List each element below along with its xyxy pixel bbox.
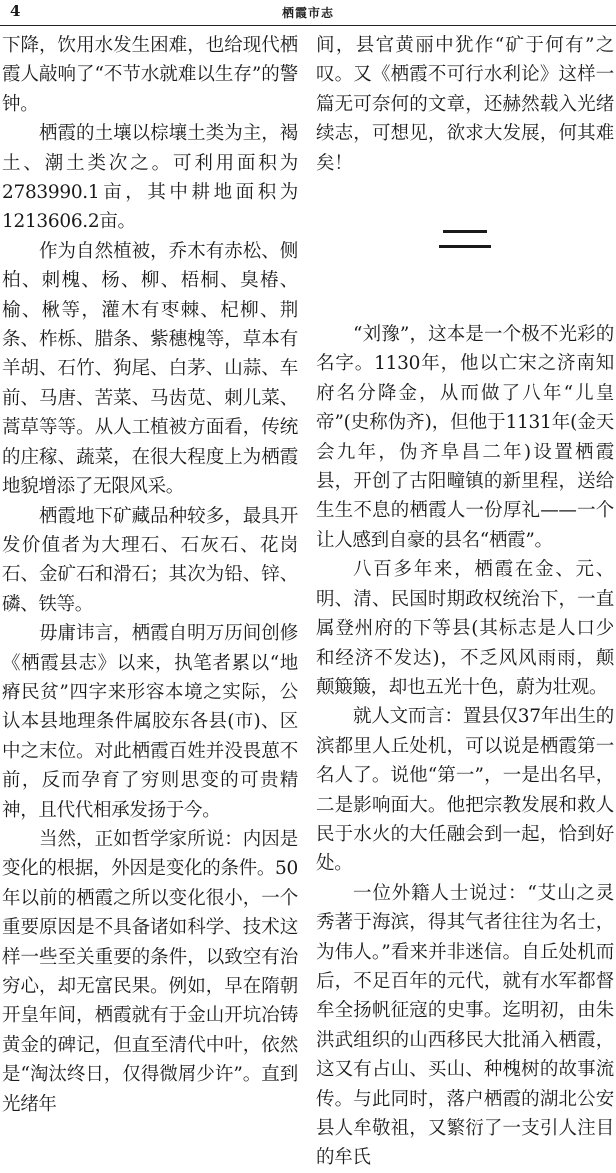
- header-rule: [0, 25, 616, 26]
- paragraph: 栖霞地下矿藏品种较多，最具开发价值者为大理石、石灰石、花岗石、金矿石和滑石；其次为铅、锌、磷、铁等。: [2, 505, 298, 615]
- left-column: [2, 31, 298, 1119]
- paragraph: 就人文而言：置县仅37年出生的滨都里人丘处机，可以说是栖霞第一名人了。说他“第一”，一是出名早，二是影响面大。他把宗教发展和救人民于水火的大任融会到一起，恰到好处。: [316, 706, 614, 875]
- section-number: [316, 178, 614, 320]
- paragraph: “刘豫”，这本是一个极不光彩的名字。1130年，他以亡宋之济南知府名分降金，从而做了八年“儿皇帝”(史称伪齐)，但他于1131年(金天会九年，伪齐阜昌二年)设置栖霞县，开创了古阳疃镇的新里程，送给生生不息的栖霞人一份厚礼——一个让人感到自豪的县名“栖霞”。: [316, 324, 614, 551]
- running-title: 栖霞市志: [281, 6, 334, 20]
- paragraph: 作为自然植被，乔木有赤松、侧柏、刺槐、杨、柳、梧桐、臭椿、榆、楸等，灌木有枣棘、杞柳、荆条、柞栎、腊条、紫穗槐等，草本有羊胡、石竹、狗尾、白茅、山蒜、车前、马唐、苦菜、马齿苋、刺儿菜、蒿草等等。从人工植被方面看，传统的庄稼、蔬菜，在很大程度上为栖霞地貌增添了无限风采。: [2, 240, 298, 498]
- paragraph: 一位外籍人士说过：“艾山之灵秀著于海滨，得其气者往往为名士，为伟人。”看来并非迷信。自丘处机而后，不足百年的元代，就有水军都督牟全扬帆征寇的史事。迄明初，由朱洪武组织的山西移民大批涌入栖霞，这又有占山、买山、种槐树的故事流传。与此同时，落户栖霞的湖北公安县人牟敬祖，又繁衍了一支引人注目的牟氏: [316, 882, 614, 1169]
- paragraph: 间，县官黄丽中犹作“矿于何有”之叹。又《栖霞不可行水利论》这样一篇无可奈何的文章，还赫然载入光绪续志，可想见，欲求大发展，何其难矣！: [316, 35, 614, 174]
- paragraph: 下降，饮用水发生困难，也给现代栖霞人敲响了“不节水就难以生存”的警钟。: [2, 35, 298, 115]
- right-column: [316, 31, 614, 1173]
- page-header: [0, 0, 616, 26]
- section-number-glyph: [316, 230, 614, 234]
- paragraph: 毋庸讳言，栖霞自明万历间创修《栖霞县志》以来，执笔者累以“地瘠民贫”四字来形容本境之实际，公认本县地理条件属胶东各县(市)、区中之末位。对此栖霞百姓并没畏葸不前，反而孕育了穷则思变的可贵精神，且代代相承发扬于今。: [2, 623, 298, 821]
- paragraph: 八百多年来，栖霞在金、元、明、清、民国时期政权统治下，一直属登州府的下等县(其标志是人口少和经济不发达)，不乏风风雨雨，颠颠簸簸，却也五光十色，蔚为壮观。: [316, 559, 614, 698]
- paragraph: 当然，正如哲学家所说：内因是变化的根据，外因是变化的条件。50年以前的栖霞之所以变化很小，一个重要原因是不具备诸如科学、技术这样一些至关重要的条件，以致空有治穷心，却无富民果。例如，早在隋朝开皇年间，栖霞就有于金山开坑冶铸黄金的碑记，但直至清代中叶，依然是“淘汰终日，仅得微屑少许”。直到光绪年: [2, 828, 298, 1115]
- paragraph: 栖霞的土壤以棕壤土类为主，褐土、潮土类次之。可利用面积为2783990.1亩，其中耕地面积为1213606.2亩。: [2, 123, 298, 233]
- page-number: 4: [10, 2, 21, 20]
